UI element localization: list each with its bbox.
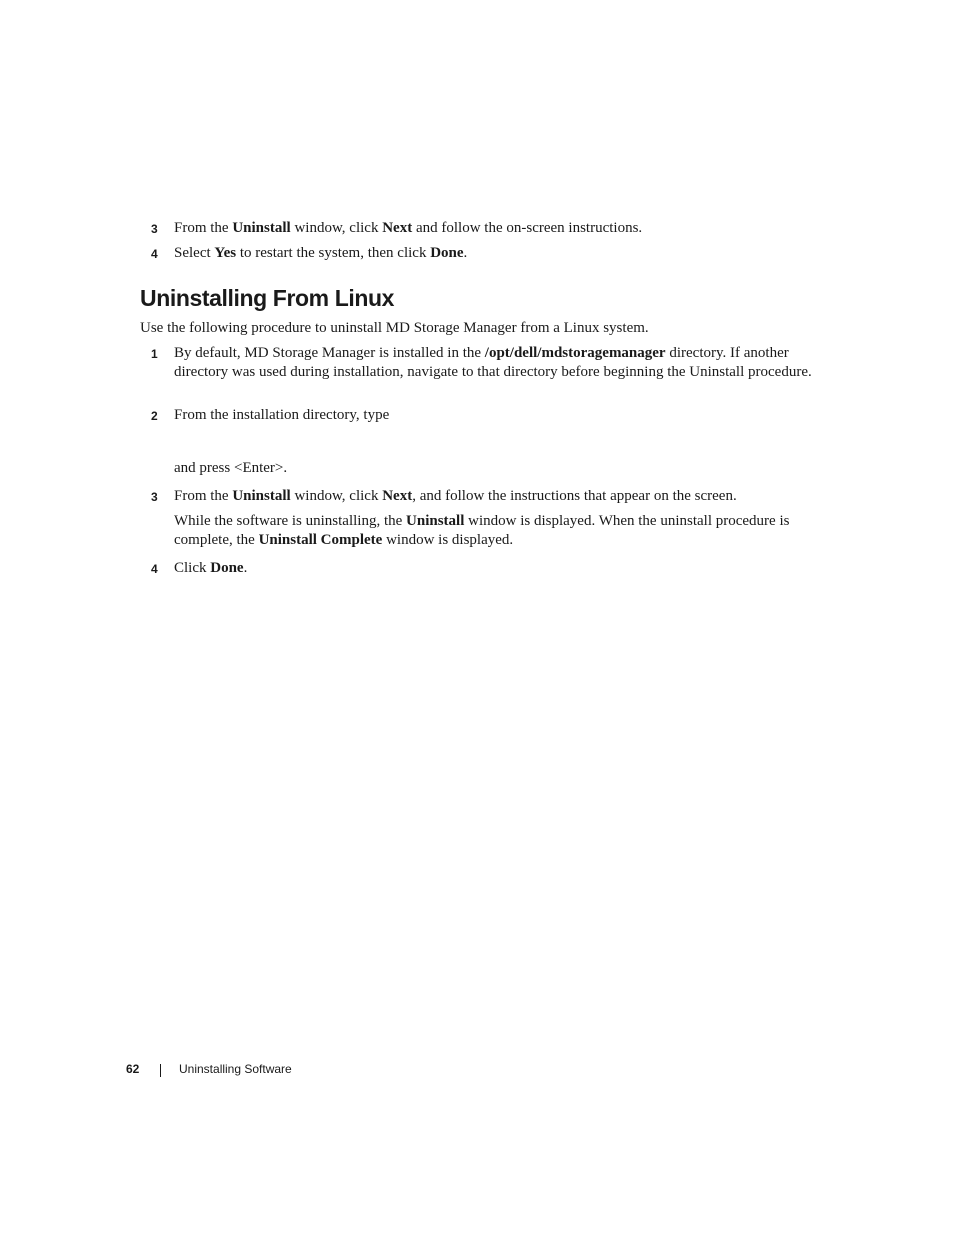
ui-term: Done: [210, 560, 244, 576]
step-number: 4: [151, 562, 158, 576]
step-continuation: and press <Enter>.: [174, 460, 288, 476]
step-number: 3: [151, 490, 158, 504]
step-text: From the installation directory, type: [174, 407, 390, 423]
ui-term: Yes: [214, 245, 237, 261]
ui-term: Next: [382, 220, 413, 236]
ui-term: Uninstall: [232, 488, 291, 504]
intro-paragraph: Use the following procedure to uninstall MD Storage Manager from a Linux system.: [140, 320, 649, 336]
directory-path: /opt/dell/mdstoragemanager: [484, 345, 666, 361]
step-number: 3: [151, 222, 158, 236]
step-number: 1: [151, 347, 158, 361]
ui-term: Next: [382, 488, 413, 504]
ui-term: Done: [430, 245, 464, 261]
page-number: 62: [126, 1062, 140, 1076]
footer-divider: [160, 1064, 161, 1077]
step-text: Click Done.: [174, 560, 248, 576]
step-text: From the Uninstall window, click Next, and follow the instructions that appear on the screen.: [174, 488, 737, 504]
step-text: From the Uninstall window, click Next and follow the on-screen instructions.: [174, 220, 643, 236]
section-heading: Uninstalling From Linux: [140, 285, 395, 311]
chapter-title: Uninstalling Software: [179, 1062, 292, 1076]
ui-term: Uninstall Complete: [258, 532, 383, 548]
step-note: While the software is uninstalling, the Uninstall window is displayed. When the uninstall procedure is complete, the Uninstall Complete window is displayed.: [174, 513, 790, 548]
step-number: 2: [151, 409, 158, 423]
ui-term: Uninstall: [406, 513, 465, 529]
ui-term: Uninstall: [232, 220, 291, 236]
step-number: 4: [151, 247, 158, 261]
step-text: Select Yes to restart the system, then click Done.: [174, 245, 468, 261]
step-text: By default, MD Storage Manager is installed in the /opt/dell/mdstoragemanager directory. If another directory was used during installation, navigate to that directory before beginning the Uninstall procedure.: [174, 345, 812, 380]
